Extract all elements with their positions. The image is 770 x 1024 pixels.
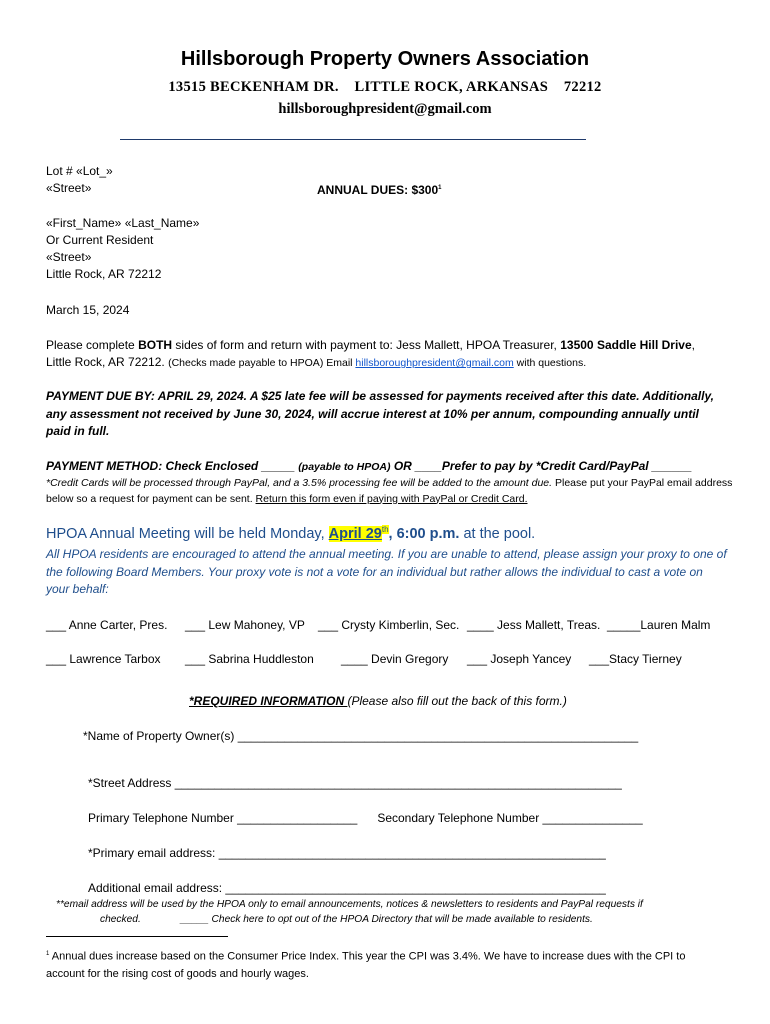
board-member-7[interactable]: ___ Sabrina Huddleston — [185, 652, 314, 666]
payment-method-text: PAYMENT METHOD: Check Enclosed _____ — [46, 459, 299, 473]
annual-dues-footnote-mark: 1 — [438, 185, 442, 191]
street-field: «Street» — [46, 181, 92, 195]
meeting-heading-text: HPOA Annual Meeting will be held Monday, — [46, 525, 329, 542]
meeting-heading — [46, 525, 535, 542]
directory-opt-out[interactable]: checked. _____ Check here to opt out of the HPOA Directory that will be made available to residents. — [100, 914, 593, 925]
org-address: 13515 BECKENHAM DR. LITTLE ROCK, ARKANSAS 72212 — [168, 79, 602, 95]
additional-email-field[interactable]: Additional email address: _________________________________________________________ — [88, 881, 606, 895]
instructions-text: , — [691, 338, 695, 352]
meeting-date: April 29 — [328, 525, 382, 542]
phone-fields[interactable]: Primary Telephone Number __________________ Secondary Telephone Number _______________ — [88, 811, 643, 825]
instructions-text: with questions. — [513, 357, 587, 369]
credit-card-note-text: Please put your PayPal email address below so a request for payment can be sent. — [46, 477, 733, 505]
payment-method-text: (payable to HPOA) — [298, 461, 391, 473]
board-member-10[interactable]: ___Stacy Tierney — [589, 652, 682, 666]
treasurer-address: 13500 Saddle Hill Drive — [560, 338, 692, 352]
contact-email-link[interactable]: hillsboroughpresident@gmail.com — [355, 357, 514, 369]
board-member-5[interactable]: _____Lauren Malm — [607, 618, 711, 632]
credit-card-note-text: *Credit Cards will be processed through PayPal, and a 3.5% processing fee will be added to the amount due. — [46, 477, 553, 489]
instructions-text: sides of form and return with payment to: Jess Mallett, HPOA Treasurer, — [172, 338, 561, 352]
meeting-heading-text: at the pool. — [459, 525, 536, 542]
board-member-4[interactable]: ____ Jess Mallett, Treas. — [467, 618, 601, 632]
letter-date: March 15, 2024 — [46, 303, 130, 317]
required-info-label: *REQUIRED INFORMATION — [189, 694, 348, 708]
email-usage-note-line: **email address will be used by the HPOA only to email announcements, notices & newsletters to residents and PayPal requests if — [56, 899, 643, 910]
recipient-street: «Street» — [46, 250, 92, 264]
owner-name-field[interactable]: *Name of Property Owner(s) ____________________________________________________________ — [83, 729, 639, 743]
payment-due-notice: PAYMENT DUE BY: APRIL 29, 2024. A $25 late fee will be assessed for payments received after this date. Additionally, any assessment not received by June 30, 2024, will accrue interest at 10% per annum, compounding annually until paid in full. — [46, 389, 715, 438]
board-member-1[interactable]: ___ Anne Carter, Pres. — [46, 618, 168, 632]
annual-dues-text: ANNUAL DUES: $300 — [317, 183, 439, 197]
recipient-alt: Or Current Resident — [46, 233, 154, 247]
meeting-time: , 6:00 p.m. — [388, 525, 460, 542]
footnote-divider — [46, 936, 228, 937]
payment-method — [46, 458, 726, 476]
board-member-8[interactable]: ____ Devin Gregory — [341, 652, 449, 666]
board-member-3[interactable]: ___ Crysty Kimberlin, Sec. — [318, 618, 460, 632]
instructions-text: (Checks made payable to HPOA) Email — [168, 357, 356, 369]
footnote-mark: 1 — [46, 951, 50, 957]
org-title: Hillsborough Property Owners Association — [180, 48, 590, 70]
required-info-note: (Please also fill out the back of this form.) — [347, 694, 567, 708]
recipient-city: Little Rock, AR 72212 — [46, 267, 162, 281]
board-member-9[interactable]: ___ Joseph Yancey — [467, 652, 572, 666]
annual-dues — [317, 180, 442, 199]
instructions-text: Please complete — [46, 338, 139, 352]
email-usage-note — [56, 897, 643, 927]
credit-card-note-text: Return this form even if paying with PayPal or Credit Card. — [255, 492, 528, 505]
instructions — [46, 337, 726, 372]
credit-card-note — [46, 476, 736, 507]
required-info-heading — [189, 693, 567, 710]
instructions-both: BOTH — [138, 338, 173, 352]
street-address-field[interactable]: *Street Address ___________________________________________________________________ — [88, 776, 622, 790]
meeting-body: All HPOA residents are encouraged to attend the annual meeting. If you are unable to attend, please assign your proxy to one of the following Board Members. Your proxy vote is not a vote for an individual but rather allows the individual to cast a vote on your behalf: — [46, 547, 727, 596]
recipient-name: «First_Name» «Last_Name» — [46, 216, 200, 230]
payment-method-text: OR ____Prefer to pay by *Credit Card/PayPal ______ — [390, 459, 692, 473]
primary-email-field[interactable]: *Primary email address: __________________________________________________________ — [88, 846, 606, 860]
org-email: hillsboroughpresident@gmail.com — [278, 101, 492, 117]
instructions-text: Little Rock, AR 72212. — [46, 355, 169, 369]
board-member-6[interactable]: ___ Lawrence Tarbox — [46, 652, 161, 666]
meeting-date-suffix: th — [381, 525, 389, 534]
footnote — [46, 946, 726, 983]
footnote-text: Annual dues increase based on the Consumer Price Index. This year the CPI was 3.4%. We have to increase dues with the CPI to account for the rising cost of goods and hourly wages. — [46, 950, 686, 980]
lot-number: Lot # «Lot_» — [46, 164, 113, 178]
board-member-2[interactable]: ___ Lew Mahoney, VP — [185, 618, 305, 632]
header-divider — [120, 139, 586, 140]
